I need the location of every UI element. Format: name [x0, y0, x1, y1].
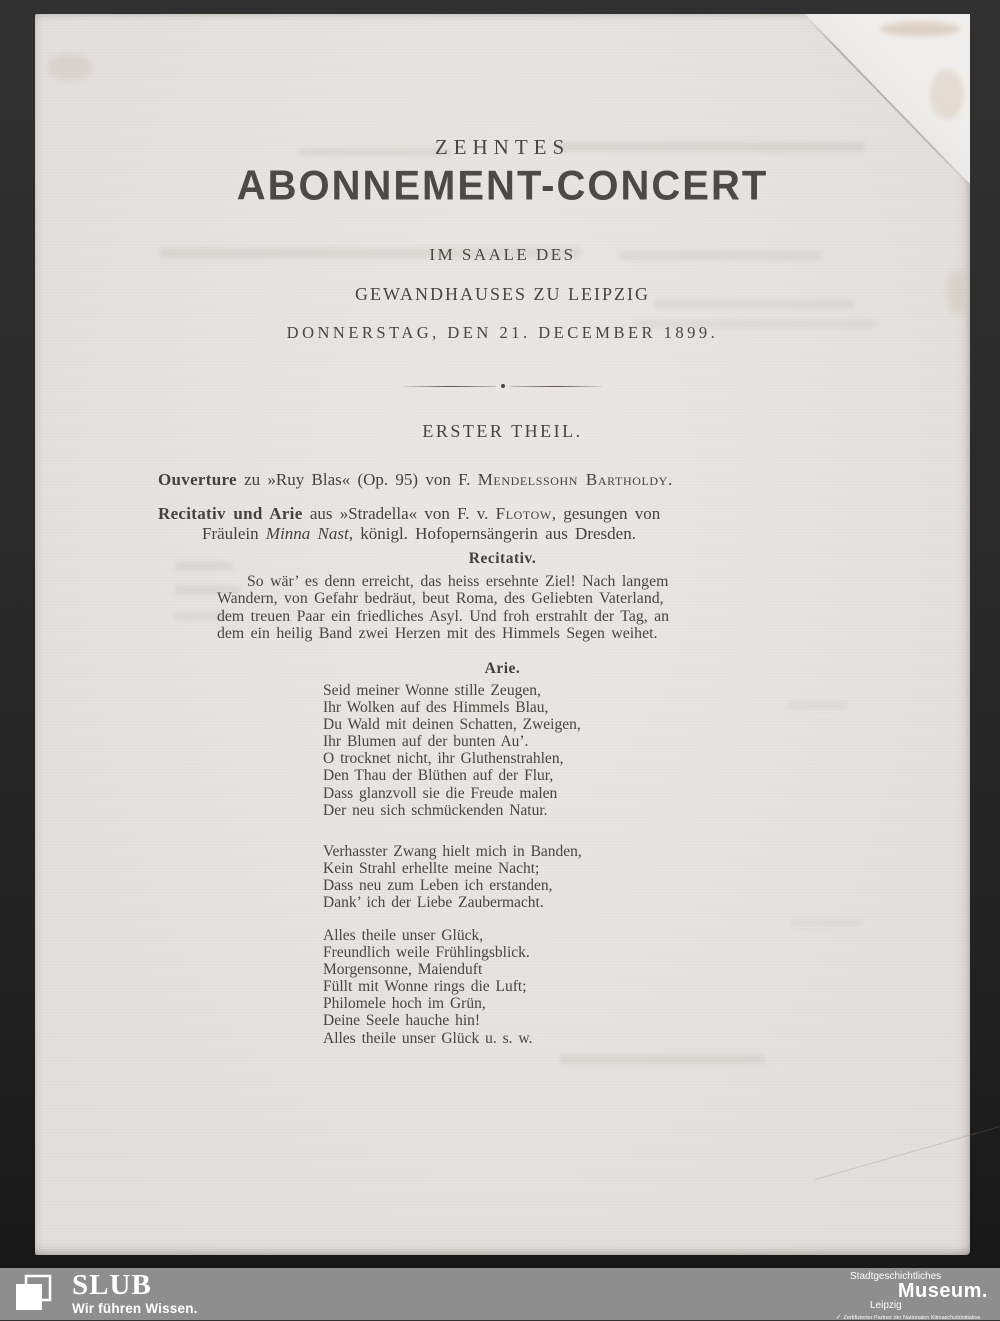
- divider-rule-right: [510, 386, 602, 387]
- slub-name: SLUB: [72, 1269, 152, 1301]
- verse-line: Philomele hoch im Grün,: [323, 995, 486, 1013]
- part-heading: ERSTER THEIL.: [422, 421, 583, 441]
- paper-stain: [880, 22, 960, 36]
- verse-line: Dass glanzvoll sie die Freude malen: [323, 784, 558, 802]
- verse-line: Alles theile unser Glück u. s. w.: [323, 1029, 533, 1047]
- slub-slogan: Wir führen Wissen.: [72, 1301, 198, 1316]
- bottom-crease-line: [815, 1121, 1000, 1180]
- museum-name: Museum.: [897, 1280, 988, 1302]
- verse-line: Füllt mit Wonne rings die Luft;: [323, 978, 527, 996]
- museum-org: Stadtgeschichtliches: [850, 1271, 942, 1282]
- ornamental-divider: [35, 377, 970, 380]
- verse-line: Freundlich weile Frühlingsblick.: [323, 944, 530, 962]
- verse-line: Dank’ ich der Liebe Zaubermacht.: [323, 894, 544, 912]
- arie-stanza-1: [323, 682, 581, 819]
- paper-stain: [47, 54, 93, 80]
- arie-stanza-3: [323, 927, 532, 1047]
- verse-line: Kein Strahl erhellte meine Nacht;: [323, 860, 540, 878]
- verse-line: Ihr Wolken auf des Himmels Blau,: [323, 699, 549, 717]
- verse-line: Der neu sich schmückenden Natur.: [323, 801, 548, 819]
- recitativ-line: dem ein heilig Band zwei Herzen mit des Himmels Segen weihet.: [217, 624, 658, 642]
- recitativ-text: [217, 573, 799, 642]
- verse-line: Den Thau der Blüthen auf der Flur,: [323, 767, 554, 785]
- composer-name: Mendelssohn Bartholdy: [477, 470, 668, 489]
- watermark-bar: [0, 1268, 1000, 1320]
- singer-line: [202, 524, 850, 544]
- venue-line-1: IM SAALE DES: [429, 245, 576, 264]
- arie-heading: Arie.: [484, 660, 521, 677]
- work-description-tail: .: [667, 470, 673, 489]
- work-description: aus »Stradella« von F. v.: [302, 504, 496, 523]
- bleed-through-artifact: [791, 919, 861, 927]
- work-title: Ouverture: [158, 470, 237, 489]
- recitativ-line: Wandern, von Gefahr bedräut, beut Roma, des Geliebten Vaterland,: [217, 590, 664, 608]
- verse-line: O trocknet nicht, ihr Gluthenstrahlen,: [323, 750, 564, 768]
- verse-line: Verhasster Zwang hielt mich in Banden,: [323, 843, 582, 860]
- bleed-through-artifact: [787, 702, 847, 710]
- verse-line: Dass neu zum Leben ich erstanden,: [323, 877, 553, 895]
- verse-line: Alles theile unser Glück,: [323, 927, 484, 944]
- bleed-through-artifact: [560, 1055, 765, 1064]
- work-description: zu »Ruy Blas« (Op. 95) von F.: [236, 470, 478, 489]
- verse-line: Morgensonne, Maienduft: [323, 961, 483, 979]
- page-title: ABONNEMENT-CONCERT: [236, 163, 769, 209]
- divider-dot: [501, 384, 505, 388]
- venue-line-2: GEWANDHAUSES ZU LEIPZIG: [355, 284, 650, 304]
- programme-item-recitativ-arie: [158, 504, 850, 543]
- paper-stain: [930, 69, 964, 119]
- certification-text: Zertifizierter Partner der Nationalen Klimaschutzinitiative: [843, 1315, 981, 1321]
- slub-logo: [14, 1269, 198, 1316]
- concert-programme-page: [35, 14, 970, 1255]
- recitativ-heading: Recitativ.: [468, 550, 537, 567]
- arie-stanza-2: [323, 843, 582, 911]
- singer-suffix: , königl. Hofopernsängerin aus Dresden.: [348, 523, 636, 543]
- work-title: Recitativ und Arie: [158, 504, 303, 523]
- slub-book-icon: [14, 1274, 58, 1314]
- work-description-tail: , gesungen von: [551, 504, 661, 523]
- verse-line: Seid meiner Wonne stille Zeugen,: [323, 682, 541, 699]
- museum-logo: [828, 1271, 988, 1321]
- concert-date: DONNERSTAG, DEN 21. DECEMBER 1899.: [286, 323, 719, 342]
- singer-name: Minna Nast: [265, 523, 349, 543]
- verse-line: Du Wald mit deinen Schatten, Zweigen,: [323, 716, 581, 734]
- series-number: ZEHNTES: [434, 135, 571, 159]
- composer-name: Flotow: [495, 504, 552, 523]
- programme-item-ouverture: [158, 470, 850, 490]
- museum-city: Leipzig: [870, 1300, 902, 1311]
- divider-rule-left: [404, 386, 496, 387]
- singer-prefix: Fräulein: [202, 523, 266, 543]
- verse-line: Ihr Blumen auf der bunten Au’.: [323, 733, 529, 751]
- recitativ-line: dem treuen Paar ein friedliches Asyl. Und froh erstrahlt der Tag, an: [217, 607, 670, 625]
- checkmark-icon: ✓: [835, 1314, 842, 1321]
- verse-line: Deine Seele hauche hin!: [323, 1012, 481, 1030]
- recitativ-line: So wär’ es denn erreicht, das heiss ersehnte Ziel! Nach langem: [247, 573, 669, 590]
- slub-text: [72, 1269, 198, 1316]
